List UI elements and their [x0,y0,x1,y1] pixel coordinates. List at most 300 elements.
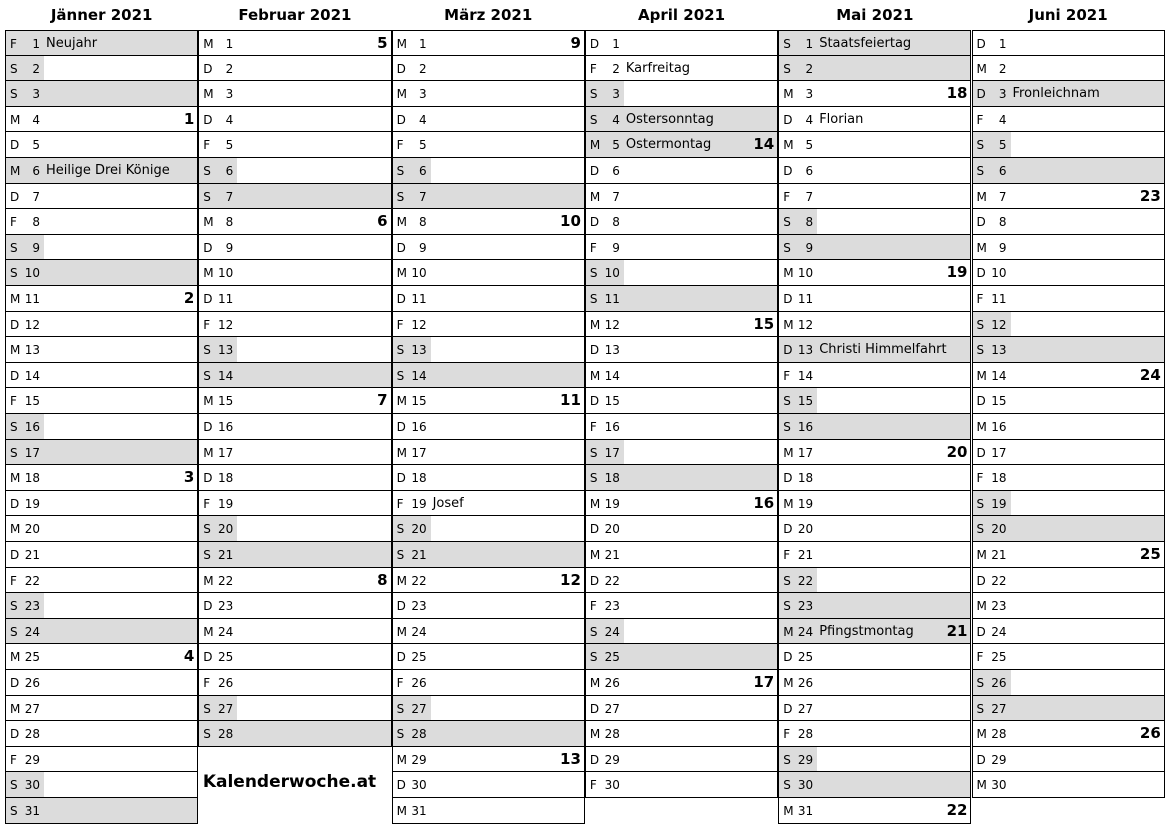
day-row [778,260,971,286]
day-row [972,235,1165,261]
day-row [972,593,1165,619]
day-row [585,260,778,286]
day-number: 19 [218,496,234,511]
weekday-letter: S [783,37,791,51]
week-number: 12 [560,570,581,589]
day-row [972,209,1165,235]
day-row [585,721,778,747]
week-number: 20 [946,442,968,461]
day-row [5,286,198,312]
day-number: 9 [418,240,427,255]
day-row [972,747,1165,773]
day-number: 20 [24,522,40,537]
day-number: 28 [411,727,427,742]
day-number: 14 [797,368,814,383]
day-number: 25 [24,650,40,665]
weekday-letter: D [976,752,986,767]
day-number: 29 [991,752,1007,767]
day-row [198,209,391,235]
day-row [392,747,585,773]
day-row [585,593,778,619]
day-number: 17 [24,445,40,460]
day-row [5,107,198,133]
weekday-letter: S [396,368,405,383]
weekday-letter: F [396,496,404,511]
weekday-letter: M [396,266,407,281]
day-row [778,184,971,210]
weekday-letter: M [589,548,601,562]
weekday-letter: D [203,61,213,76]
day-row [972,30,1165,56]
weekday-letter: D [396,778,406,793]
day-number: 6 [612,164,620,178]
day-row [585,568,778,594]
day-row [972,56,1165,82]
day-row [5,568,198,594]
day-number: 28 [604,727,620,742]
day-row [198,644,391,670]
day-number: 7 [225,189,234,204]
day-row [198,516,391,542]
day-number: 14 [991,368,1007,383]
day-number: 6 [225,164,234,178]
weekday-letter: D [783,650,793,665]
day-number: 23 [797,599,814,614]
weekday-letter: S [976,317,985,332]
day-number: 10 [797,266,814,281]
weekday-letter: F [783,727,791,742]
weekday-letter: S [203,548,211,562]
day-row [198,158,391,184]
day-row [778,593,971,619]
day-row [778,414,971,440]
day-row [392,132,585,158]
weekday-letter: F [10,394,17,409]
day-row [392,440,585,466]
day-number: 25 [411,650,427,665]
day-number: 1 [805,37,814,51]
day-row [585,542,778,568]
day-row [392,414,585,440]
day-row [585,465,778,491]
day-row [778,286,971,312]
week-number: 10 [560,212,581,231]
weekday-letter: F [589,240,597,255]
week-number: 23 [1139,186,1161,205]
weekday-letter: S [10,420,18,434]
weekday-letter: M [976,368,987,383]
week-number: 1 [183,109,195,128]
weekday-letter: F [976,292,984,306]
day-row [585,81,778,107]
day-number: 13 [24,343,40,358]
day-number: 26 [797,676,814,690]
day-row [778,568,971,594]
day-row [972,132,1165,158]
day-number: 10 [604,266,620,281]
month-column [5,0,198,827]
day-row [198,619,391,645]
day-number: 15 [24,394,40,409]
day-number: 1 [225,37,234,51]
weekday-letter: M [783,317,794,332]
weekday-letter: S [396,701,405,716]
day-number: 15 [411,394,427,409]
day-row [392,81,585,107]
day-row [972,107,1165,133]
week-number: 17 [753,673,775,691]
day-number: 27 [24,701,40,716]
day-number: 11 [218,292,234,306]
weekday-letter: D [396,240,406,255]
day-row [392,644,585,670]
day-number: 21 [24,548,40,562]
weekday-letter: S [589,650,598,665]
day-number: 23 [411,599,427,614]
day-number: 30 [411,778,427,793]
day-number: 15 [991,394,1007,409]
day-number: 2 [998,61,1007,76]
day-number: 12 [411,317,427,332]
day-number: 3 [32,87,40,102]
day-number: 29 [24,752,40,767]
weekday-letter: D [10,368,20,383]
day-row [778,235,971,261]
weekday-letter: D [589,343,600,358]
weekday-letter: S [203,727,211,742]
weekday-letter: D [589,394,600,409]
day-number: 8 [612,215,620,230]
weekday-letter: M [976,548,987,562]
day-number: 21 [991,548,1007,562]
week-number: 21 [946,621,968,640]
day-number: 20 [604,522,620,537]
weekday-letter: D [976,624,986,639]
day-row [392,542,585,568]
day-number: 8 [998,215,1007,230]
day-row [585,30,778,56]
day-row [778,440,971,466]
day-number: 20 [991,522,1007,537]
weekday-letter: M [10,701,21,716]
day-row [778,798,971,824]
day-row [5,721,198,747]
day-row [5,644,198,670]
day-number: 23 [218,599,234,614]
day-number: 29 [411,752,427,767]
weekday-letter: S [10,266,18,281]
weekday-letter: S [10,778,18,793]
day-number: 31 [411,804,427,818]
day-row [778,209,971,235]
weekday-letter: D [783,164,793,178]
day-row [972,286,1165,312]
day-number: 18 [24,471,40,486]
day-row [392,568,585,594]
day-number: 12 [797,317,814,332]
weekday-letter: M [203,573,214,588]
day-number: 22 [604,573,620,588]
day-number: 21 [797,548,814,562]
day-row [198,721,391,747]
weekday-letter: S [783,752,791,767]
day-number: 2 [32,61,40,76]
weekday-letter: M [589,138,601,153]
day-row [972,440,1165,466]
day-row [778,516,971,542]
day-number: 13 [604,343,620,358]
day-row [5,619,198,645]
week-number: 25 [1139,545,1161,563]
weekday-letter: D [203,650,213,665]
weekday-letter: F [396,676,404,690]
weekday-letter: D [10,676,20,690]
weekday-letter: D [396,599,406,614]
day-number: 12 [604,317,620,332]
day-number: 6 [998,164,1007,178]
weekday-letter: M [783,87,794,102]
day-number: 26 [604,676,620,690]
day-number: 1 [612,37,620,51]
day-number: 24 [991,624,1007,639]
day-row [198,388,391,414]
day-row [585,644,778,670]
day-number: 14 [24,368,40,383]
day-row [972,696,1165,722]
week-number: 2 [183,289,195,307]
weekday-letter: D [203,471,213,486]
day-number: 16 [411,420,427,434]
month-title: März 2021 [444,6,533,24]
weekday-letter: S [783,778,791,793]
day-number: 24 [218,624,234,639]
weekday-letter: M [783,804,794,818]
month-title: Februar 2021 [238,6,352,24]
week-number: 11 [560,391,581,410]
day-row [972,184,1165,210]
day-row [778,491,971,517]
weekday-letter: M [976,189,987,204]
day-number: 17 [991,445,1007,460]
weekday-letter: F [203,676,211,690]
day-number: 25 [604,650,620,665]
day-number: 30 [604,778,620,793]
day-number: 3 [805,87,814,102]
day-number: 8 [805,215,814,230]
day-row [585,696,778,722]
day-row [585,132,778,158]
day-number: 25 [991,650,1007,665]
weekday-letter: D [589,164,600,178]
day-number: 6 [418,164,427,178]
day-number: 22 [411,573,427,588]
day-number: 16 [991,420,1007,434]
day-row [5,132,198,158]
day-row [392,337,585,363]
day-number: 20 [797,522,814,537]
day-number: 19 [411,496,427,511]
day-row [778,670,971,696]
weekday-letter: S [976,701,985,716]
weekday-letter: D [783,292,793,306]
day-number: 5 [612,138,620,153]
weekday-letter: M [10,343,21,358]
day-row [392,516,585,542]
day-number: 26 [991,676,1007,690]
day-row [778,542,971,568]
weekday-letter: S [783,215,791,230]
weekday-letter: M [976,727,987,742]
weekday-letter: S [10,240,18,255]
day-number: 18 [411,471,427,486]
day-row [585,440,778,466]
day-number: 18 [218,471,234,486]
holiday-label: Neujahr [46,36,98,51]
day-number: 2 [805,61,814,76]
weekday-letter: D [783,701,793,716]
day-row [392,158,585,184]
day-row [392,696,585,722]
day-number: 16 [604,420,620,434]
weekday-letter: S [976,138,985,153]
weekday-letter: D [976,445,986,460]
day-number: 14 [411,368,427,383]
day-number: 3 [998,87,1007,102]
day-row [5,337,198,363]
weekday-letter: F [976,471,984,486]
day-number: 1 [32,37,40,51]
day-row [585,388,778,414]
weekday-letter: D [783,471,793,486]
weekday-letter: M [976,240,987,255]
day-number: 24 [797,624,814,639]
weekday-letter: F [10,752,17,767]
weekday-letter: M [783,496,794,511]
day-number: 5 [998,138,1007,153]
day-row [972,772,1165,798]
day-row [778,107,971,133]
weekday-letter: D [976,215,986,230]
weekday-letter: S [10,445,18,460]
day-row [198,81,391,107]
week-number: 13 [560,749,581,768]
weekday-letter: F [589,778,597,793]
day-number: 16 [797,420,814,434]
day-row [5,516,198,542]
day-number: 18 [604,471,620,486]
day-number: 1 [418,37,427,51]
day-row [5,209,198,235]
day-number: 21 [218,548,234,562]
month-column [392,0,585,827]
day-number: 15 [797,394,814,409]
day-number: 5 [32,138,40,153]
day-number: 19 [797,496,814,511]
day-row [585,235,778,261]
weekday-letter: D [10,317,20,332]
weekday-letter: S [10,599,18,614]
weekday-letter: S [10,804,18,818]
weekday-letter: S [783,420,791,434]
day-row [198,337,391,363]
weekday-letter: M [203,445,214,460]
holiday-label: Fronleichnam [1012,86,1100,102]
weekday-letter: S [589,266,598,281]
day-number: 27 [218,701,234,716]
weekday-letter: F [10,573,17,588]
weekday-letter: S [396,548,405,562]
day-number: 23 [24,599,40,614]
month-title: April 2021 [638,6,726,24]
day-number: 3 [418,87,427,102]
day-row [585,772,778,798]
day-row [585,158,778,184]
day-row [585,414,778,440]
day-row [972,619,1165,645]
day-row [392,798,585,824]
day-number: 5 [805,138,814,153]
weekday-letter: D [589,701,600,716]
weekday-letter: D [10,496,20,511]
day-number: 24 [604,624,620,639]
weekday-letter: S [203,343,211,358]
day-number: 26 [411,676,427,690]
day-number: 17 [218,445,234,460]
day-row [198,696,391,722]
weekday-letter: M [396,573,407,588]
weekday-letter: M [396,752,407,767]
weekday-letter: M [396,804,407,818]
day-row [392,619,585,645]
weekday-letter: S [203,189,211,204]
day-number: 23 [991,599,1007,614]
day-row [392,465,585,491]
day-number: 23 [604,599,620,614]
day-number: 22 [991,573,1007,588]
day-row [392,56,585,82]
day-number: 11 [604,292,620,306]
day-row [5,798,198,824]
weekday-letter: S [976,164,985,178]
day-number: 28 [24,727,40,742]
day-row [5,363,198,389]
week-number: 3 [183,468,195,487]
day-row [585,209,778,235]
weekday-letter: S [396,522,405,537]
week-number: 18 [946,84,968,103]
weekday-letter: M [589,676,601,690]
weekday-letter: D [396,112,406,127]
day-number: 24 [24,624,40,639]
weekday-letter: S [396,343,405,358]
day-row [198,260,391,286]
day-number: 4 [32,112,40,127]
day-row [198,593,391,619]
day-row [198,56,391,82]
holiday-label: Josef [432,495,464,511]
holiday-label: Ostermontag [625,137,712,153]
day-number: 28 [991,727,1007,742]
day-row [972,465,1165,491]
month-title: Jänner 2021 [50,6,153,24]
day-row [778,56,971,82]
day-row [5,312,198,338]
day-number: 22 [24,573,40,588]
day-number: 7 [805,189,814,204]
day-number: 8 [32,215,40,230]
day-row [778,465,971,491]
holiday-label: Heilige Drei Könige [46,163,170,178]
